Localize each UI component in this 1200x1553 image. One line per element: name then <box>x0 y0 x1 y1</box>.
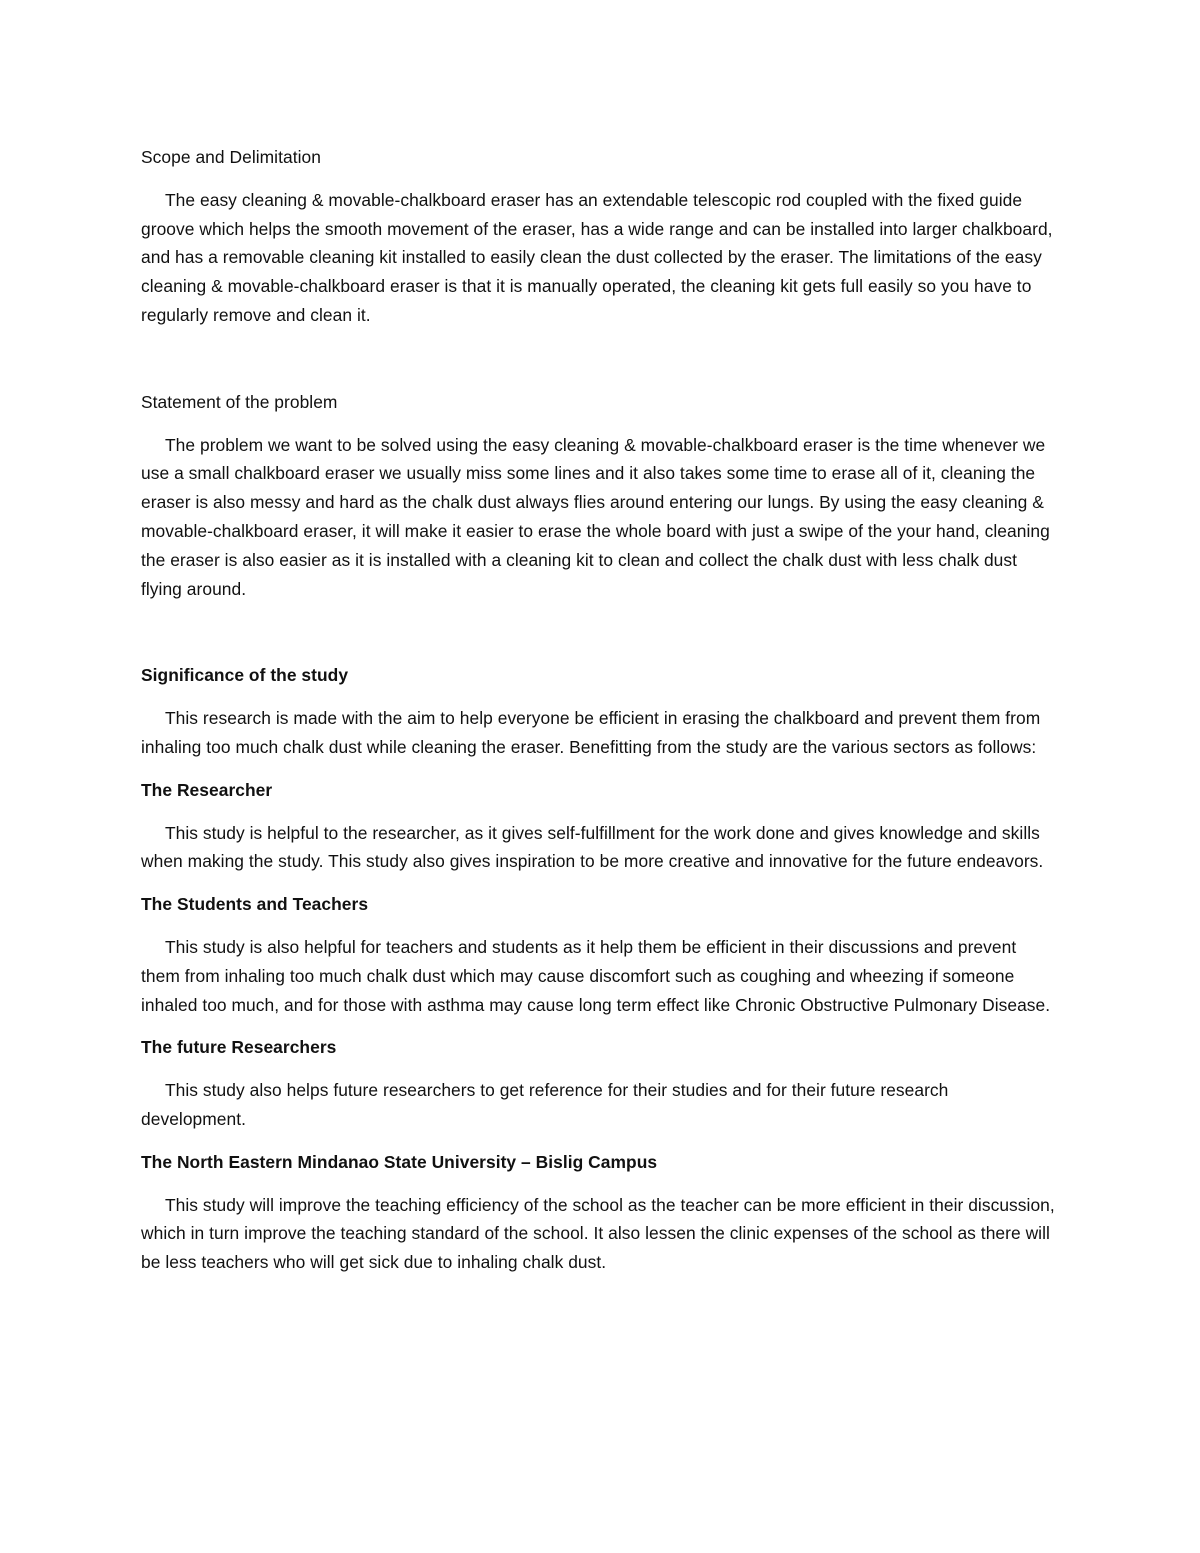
subsection-heading-researcher: The Researcher <box>141 779 273 800</box>
section-paragraph-significance: This research is made with the aim to help everyone be efficient in erasing the chalkboard and prevent them from inhaling too much chalk dust while cleaning the eraser. Benefitting from the study are the various sectors as follows: <box>141 708 1041 757</box>
section-paragraph-problem: The problem we want to be solved using the easy cleaning & movable-chalkboard eraser is the time whenever we use a small chalkboard eraser we usually miss some lines and it also takes some time to erase all of it, cleaning the eraser is also messy and hard as the chalk dust always flies around entering our lungs. By using the easy cleaning & movable-chalkboard eraser, it will make it easier to erase the whole board with just a swipe of the your hand, cleaning the eraser is also easier as it is installed with a cleaning kit to clean and collect the chalk dust with less chalk dust flying around. <box>141 434 1050 599</box>
section-heading-scope: Scope and Delimitation <box>141 147 321 167</box>
subsection-heading-students-teachers: The Students and Teachers <box>141 894 369 915</box>
section-heading-significance: Significance of the study <box>141 665 349 686</box>
section-spacer <box>141 617 1056 661</box>
section-paragraph-scope: The easy cleaning & movable-chalkboard eraser has an extendable telescopic rod coupled with the fixed guide groove which helps the smooth movement of the eraser, has a wide range and can be installed into larger chalkboard, and has a removable cleaning kit installed to easily clean the dust collected by the eraser. The limitations of the easy cleaning & movable-chalkboard eraser is that it is manually operated, the cleaning kit gets full easily so you have to regularly remove and clean it. <box>141 189 1053 325</box>
section-spacer <box>141 344 1056 388</box>
subsection-heading-university: The North Eastern Mindanao State University – Bislig Campus <box>141 1151 658 1172</box>
subsection-paragraph-students-teachers: This study is also helpful for teachers and students as it help them be efficient in their discussions and prevent them from inhaling too much chalk dust which may cause discomfort such as coughing and wheezing if someone inhaled too much, and for those with asthma may cause long term effect like Chronic Obstructive Pulmonary Disease. <box>141 936 1051 1015</box>
subsection-paragraph-university: This study will improve the teaching efficiency of the school as the teacher can be more efficient in their discussion, which in turn improve the teaching standard of the school. It also lessen the clinic expenses of the school as there will be less teachers who will get sick due to inhaling chalk dust. <box>141 1194 1055 1273</box>
section-heading-problem: Statement of the problem <box>141 391 338 412</box>
document-body <box>141 143 1056 1291</box>
subsection-paragraph-researcher: This study is helpful to the researcher, as it gives self-fulfillment for the work done and gives knowledge and skills when making the study. This study also gives inspiration to be more creative and innovative for the future endeavors. <box>141 822 1044 872</box>
subsection-paragraph-future-researchers: This study also helps future researchers to get reference for their studies and for their future research development. <box>141 1080 949 1129</box>
subsection-heading-future-researchers: The future Researchers <box>141 1037 337 1058</box>
